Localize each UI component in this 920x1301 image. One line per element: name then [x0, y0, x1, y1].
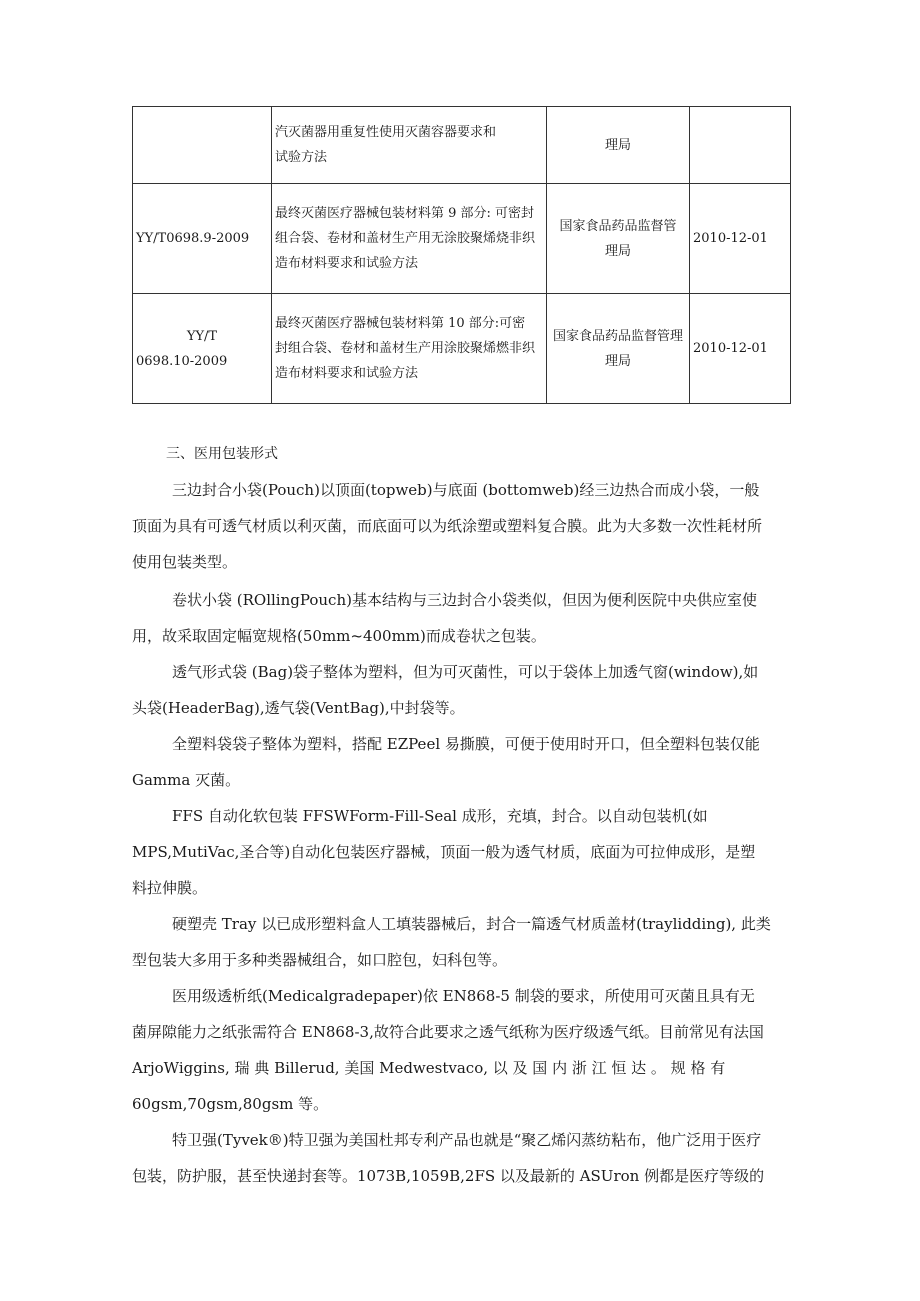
paragraph-pouch: 三边封合小袋(Pouch)以顶面(topweb)与底面 (bottomweb)经三边热合而成小袋，一般 顶面为具有可透气材质以利灭菌，而底面可以为纸涂塑或塑料复合膜。此为大多数一次性耗材所 使用包装类型。: [132, 481, 763, 571]
paragraph-all-plastic-bag: 全塑料袋袋子整体为塑料，搭配 EZPeel 易撕膜，可便于使用时开口，但全塑料包装仅能 Gamma 灭菌。: [132, 735, 760, 789]
table-row: [133, 294, 791, 404]
standard-title-cell: 最终灭菌医疗器械包装材料第 10 部分:可密 封组合袋、卷材和盖材生产用涂胶聚烯燃非织 造布材料要求和试验方法: [272, 294, 547, 404]
paragraph-tray: 硬塑壳 Tray 以已成形塑料盒人工填装器械后，封合一篇透气材质盖材(traylidding), 此类 型包装大多用于多种类器械组合，如口腔包，妇科包等。: [132, 915, 771, 969]
issuing-authority-cell: 国家食品药品监督管理 理局: [547, 294, 690, 404]
table-row: [133, 184, 791, 294]
table-row: [133, 107, 791, 184]
standard-code-cell: [133, 107, 272, 184]
standards-table: [132, 106, 791, 404]
issuing-authority-cell: 理局: [547, 107, 690, 184]
standard-code-cell: YY/T0698.9-2009: [133, 184, 272, 294]
paragraph-tyvek: 特卫强(Tyvek®)特卫强为美国杜邦专利产品也就是“聚乙烯闪蒸纺粘布，他广泛用于医疗 包装，防护服，甚至快递封套等。1073B,1059B,2FS 以及最新的 ASUron 例都是医疗等级的: [132, 1131, 765, 1185]
effective-date-cell: [690, 107, 791, 184]
paragraph-ffs: FFS 自动化软包装 FFSWForm-Fill-Seal 成形，充填，封合。以自动包装机(如 MPS,MutiVac,圣合等)自动化包装医疗器械，顶面一般为透气材质，底面为可拉伸成形，是塑 料拉伸膜。: [132, 807, 756, 897]
paragraph-medical-paper: 医用级透析纸(Medicalgradepaper)依 EN868-5 制袋的要求，所使用可灭菌且具有无 菌屏隙能力之纸张需符合 EN868-3,故符合此要求之透气纸称为医疗级透气纸。目前常见有法国 ArjoWiggins, 瑞 典 Billerud, 美国 Medwestvaco, 以 及 国 内 浙 江 恒 达 。 规 格 有 60gsm,70gsm,80gsm 等。: [132, 987, 764, 1113]
standard-title-cell: 汽灭菌器用重复性使用灭菌容器要求和 试验方法: [272, 107, 547, 184]
paragraph-bag: 透气形式袋 (Bag)袋子整体为塑料，但为可灭菌性，可以于袋体上加透气窗(window),如 头袋(HeaderBag),透气袋(VentBag),中封袋等。: [132, 663, 759, 717]
standard-title-cell: 最终灭菌医疗器械包装材料第 9 部分: 可密封 组合袋、卷材和盖材生产用无涂胶聚烯烧非织 造布材料要求和试验方法: [272, 184, 547, 294]
issuing-authority-cell: 国家食品药品监督管 理局: [547, 184, 690, 294]
effective-date-cell: 2010-12-01: [690, 294, 791, 404]
effective-date-cell: 2010-12-01: [690, 184, 791, 294]
paragraph-rolling-pouch: 卷状小袋 (ROllingPouch)基本结构与三边封合小袋类似，但因为便利医院中央供应室使 用，故采取固定幅宽规格(50mm~400mm)而成卷状之包装。: [132, 591, 757, 645]
standard-code-cell: YY/T 0698.10-2009: [133, 294, 272, 404]
section-heading: 三、医用包装形式: [166, 446, 278, 462]
